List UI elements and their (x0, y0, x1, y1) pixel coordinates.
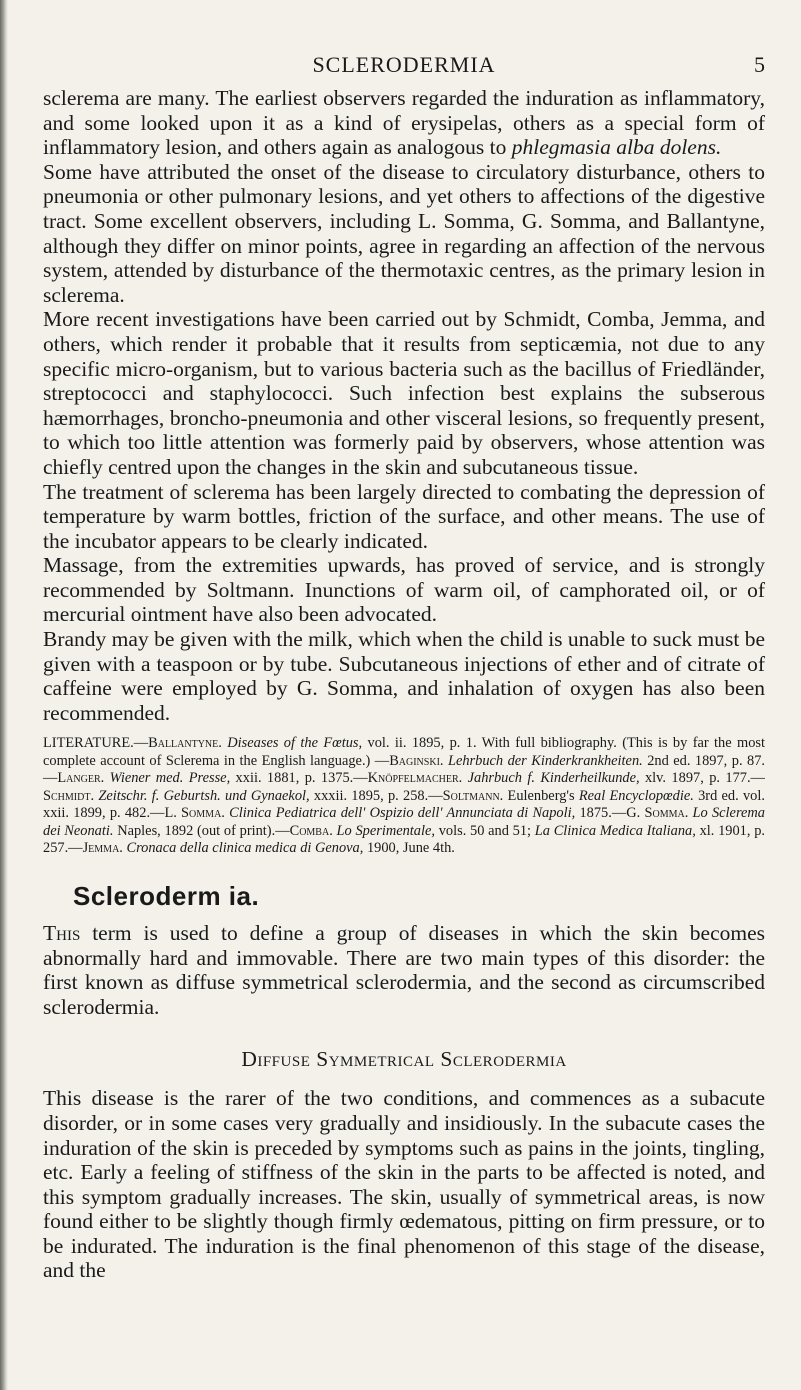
lit-text: xlv. 1897, p. 177.— (639, 770, 765, 787)
work-title: Lo Sclerema dei Neonati. (43, 805, 765, 839)
work-title: La Clinica Medica Italiana, (534, 822, 696, 839)
paragraph-diffuse: This disease is the rarer of the two conditions, and commences as a subacute disorder, or in some cases very gradually and insidiously. In the subacute cases the induration of the skin is preceded by symptoms such as pains in the joints, tingling, etc. Early a feeling of stiffness of the skin in the parts to be affected is noted, and this symptom gradually increases. The skin, usually of symmetrical areas, is now found either to be slightly though firmly œdematous, pitting on firm pressure, or to be indurated. The induration is the final phenomenon of this stage of the disease, and the (43, 1086, 765, 1283)
italic-term: phlegmasia alba dolens. (511, 135, 722, 160)
paragraph-treatment: The treatment of sclerema has been largely directed to combating the depression of temperature by warm bottles, friction of the surface, and other means. The use of the incubator appears to be clearly indicated. (43, 479, 765, 553)
work-title: Zeitschr. f. Geburtsh. und Gynaekol, (98, 787, 310, 804)
paragraph-definition (43, 921, 765, 1019)
lit-text: xl. 1901, p. 257.— (43, 822, 765, 857)
lit-text: vol. ii. 1895, p. 1. With full bibliography. (This is by far the most complete account of Sclerema in the English language.) — (43, 735, 765, 769)
lit-text: Eulenberg's (503, 787, 579, 804)
work-title: Cronaca della clinica medica di Genova, (126, 840, 364, 857)
lit-text: Naples, 1892 (out of print).— (113, 822, 290, 839)
work-title: Wiener med. Presse, (109, 770, 231, 787)
page-number: 5 (754, 52, 765, 77)
lit-text: vols. 50 and 51; (434, 822, 535, 839)
author-name: Comba. (289, 822, 333, 839)
paragraph-text: term is used to define a group of diseases in which the skin becomes abnormally hard and immovable. There are two main types of this disorder: the first known as diffuse symmetrical sclerodermia, and the second as circumscribed sclerodermia. (43, 920, 765, 1019)
running-head (43, 52, 765, 86)
paragraph-brandy: Brandy may be given with the milk, which when the child is unable to suck must be given with a teaspoon or by tube. Subcutaneous injections of ether and of citrate of caffeine were employed by G. Somma, and inhalation of oxygen has also been recommended. (43, 627, 765, 725)
paragraph-text: sclerema are many. The earliest observers regarded the induration as inflammatory, and some looked upon it as a kind of erysipelas, others as a special form of inflammatory lesion, and others again as analogous to (43, 86, 765, 160)
lit-text: 3rd ed. vol. xxii. 1899, p. 482.— (43, 787, 765, 822)
author-name: Jemma. (82, 840, 123, 857)
work-title: Lo Sperimentale, (336, 822, 435, 839)
work-title: Real Encyclopœdie. (578, 787, 694, 804)
book-page (43, 52, 765, 1283)
paragraph-sclerema-causes (43, 86, 765, 160)
literature-label: LITERATURE.— (43, 735, 149, 752)
paragraph-investigations: More recent investigations have been carried out by Schmidt, Comba, Jemma, and others, which render it probable that it results from septicæmia, not due to any specific micro-organism, but to various bacteria such as the bacillus of Friedländer, streptococci and staphylococci. Such infection best explains the subserous hæmorrhages, broncho-pneumonia and other visceral lesions, so frequently present, to which too little attention was formerly paid by observers, whose attention was chiefly centred upon the changes in the skin and subcutaneous tissue. (43, 307, 765, 479)
page-binding-edge (0, 0, 8, 1390)
work-title: Clinica Pediatrica dell' Ospizio dell' Annunciata di Napoli, (229, 805, 576, 822)
literature-list (43, 735, 765, 858)
running-title: SCLERODERMIA (312, 52, 496, 77)
lit-text: xxii. 1881, p. 1375.— (230, 770, 368, 787)
paragraph-massage: Massage, from the extremities upwards, has proved of service, and is strongly recommended by Soltmann. Inunctions of warm oil, of camphorated oil, or of mercurial ointment have also been advocated. (43, 553, 765, 627)
lit-text: 1900, June 4th. (363, 840, 455, 857)
work-title: Lehrbuch der Kinderkrankheiten. (447, 752, 643, 769)
author-name: Knöpfelmacher. (367, 770, 463, 787)
lit-text: xxxii. 1895, p. 258.— (309, 787, 443, 804)
author-name: Baginski. (389, 752, 444, 769)
author-name: Ballantyne. (148, 735, 222, 752)
lit-text: 1875.— (575, 805, 627, 822)
work-title: Diseases of the Fœtus, (227, 735, 363, 752)
author-name: Langer. (57, 770, 105, 787)
author-name: G. Somma. (626, 805, 689, 822)
author-name: Schmidt. (43, 787, 95, 804)
work-title: Jahrbuch f. Kinderheilkunde, (467, 770, 640, 787)
section-heading: Scleroderm ia. (73, 880, 260, 911)
paragraph-attributions: Some have attributed the onset of the disease to circulatory disturbance, others to pneumonia or other pulmonary lesions, and yet others to affections of the digestive tract. Some excellent observers, including L. Somma, G. Somma, and Ballantyne, although they differ on minor points, agree in regarding an affection of the nervous system, attended by disturbance of the thermotaxic centres, as the primary lesion in sclerema. (43, 159, 765, 307)
lit-text: 2nd ed. 1897, p. 87.— (43, 752, 765, 787)
author-name: L. Somma. (164, 805, 225, 822)
subsection-heading: Diffuse Symmetrical Sclerodermia (241, 1047, 567, 1072)
lead-word: This (43, 920, 81, 945)
author-name: Soltmann. (442, 787, 504, 804)
